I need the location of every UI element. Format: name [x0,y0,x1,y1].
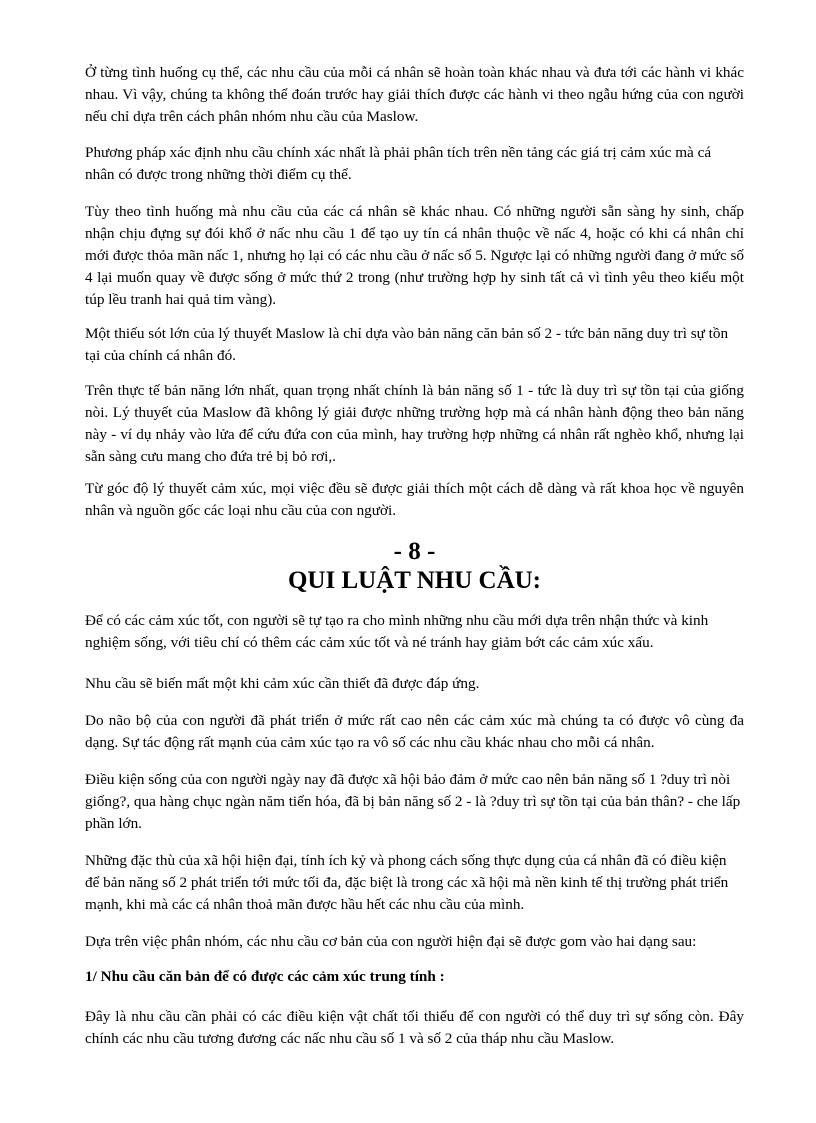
paragraph-top-6: Từ góc độ lý thuyết cảm xúc, mọi việc đều sẽ được giải thích một cách dễ dàng và rất khoa học về nguyên nhân và nguồn gốc các loại nhu cầu của con người. [85,480,744,519]
paragraph-bottom-3: Do não bộ của con người đã phát triển ở mức rất cao nên các cảm xúc mà chúng ta có được vô cùng đa dạng. Sự tác động rất mạnh của cảm xúc tạo ra vô số các nhu cầu khác nhau cho mỗi cá nhân. [85,712,744,751]
paragraph-bottom-4: Điều kiện sống của con người ngày nay đã được xã hội bảo đảm ở mức cao nên bản năng số 1 ?duy trì nòi giống?, qua hàng chục ngàn năm tiến hóa, đã bị bản năng số 2 - là ?duy trì sự tồn tại của bản thân? - che lấp phần lớn. [85,771,741,832]
paragraph-top-4: Một thiếu sót lớn của lý thuyết Maslow là chỉ dựa vào bản năng căn bản số 2 - tức bản năng duy trì sự tồn tại của chính cá nhân đó. [85,325,729,364]
chapter-number: - 8 - [393,538,436,565]
chapter-title: QUI LUẬT NHU CẦU: [287,567,542,594]
paragraph-bottom-6: Dựa trên việc phân nhóm, các nhu cầu cơ bản của con người hiện đại sẽ được gom vào hai dạng sau: [85,933,697,950]
subsection-heading: 1/ Nhu cầu căn bản để có được các cảm xúc trung tính : [85,968,445,985]
subsection-paragraph: Đây là nhu cầu cần phải có các điều kiện vật chất tối thiểu để con người có thể duy trì sự sống còn. Đây chính các nhu cầu tương đương các nấc nhu cầu số 1 và số 2 của tháp nhu cầu Maslow. [85,1008,744,1047]
paragraph-bottom-1: Để có các cảm xúc tốt, con người sẽ tự tạo ra cho mình những nhu cầu mới dựa trên nhận thức và kinh nghiệm sống, với tiêu chí có thêm các cảm xúc tốt và né tránh hay giảm bớt các cảm xúc xấu. [85,612,709,651]
paragraph-top-3: Tùy theo tình huống mà nhu cầu của các cá nhân sẽ khác nhau. Có những người sẵn sàng hy sinh, chấp nhận chịu đựng sự đói khổ ở nấc nhu cầu 1 để tạo uy tín cá nhân thuộc về nấc 4, hoặc có khi cá nhân chỉ mới được thỏa mãn nấc 1, nhưng họ lại có các nhu cầu ở nấc số 5. Ngược lại có những người đang ở mức số 4 lại muốn quay về được sống ở mức thứ 2 trong (như trường hợp hy sinh tất cả vì tình yêu theo kiểu một túp lều tranh hai quả tim vàng). [85,203,744,308]
paragraph-top-1: Ở từng tình huống cụ thể, các nhu cầu của mỗi cá nhân sẽ hoàn toàn khác nhau và đưa tới các hành vi khác nhau. Vì vậy, chúng ta không thể đoán trước hay giải thích được các hành vi theo ngẫu hứng của con người nếu chỉ dựa trên cách phân nhóm nhu cầu của Maslow. [85,64,744,125]
paragraph-top-2: Phương pháp xác định nhu cầu chính xác nhất là phải phân tích trên nền tảng các giá trị cảm xúc mà cá nhân có được trong những thời điểm cụ thể. [85,144,712,183]
paragraph-top-5: Trên thực tế bản năng lớn nhất, quan trọng nhất chính là bản năng số 1 - tức là duy trì sự tồn tại của giống nòi. Lý thuyết của Maslow đã không lý giải được những trường hợp mà cá nhân hành động theo bản năng này - ví dụ nhảy vào lửa để cứu đứa con của mình, hay trường hợp những cá nhân rất nghèo khổ, nhưng lại sẵn sàng cưu mang cho đứa trẻ bị bỏ rơi,. [85,382,744,465]
paragraph-bottom-5: Những đặc thù của xã hội hiện đại, tính ích kỷ và phong cách sống thực dụng của cá nhân đã có điều kiện để bản năng số 2 phát triển tới mức tối đa, đặc biệt là trong các xã hội mà nền kinh tế thị trường phát triển mạnh, khi mà các cá nhân thoả mãn được hầu hết các nhu cầu của mình. [85,852,729,913]
paragraph-bottom-2: Nhu cầu sẽ biến mất một khi cảm xúc cần thiết đã được đáp ứng. [85,675,480,692]
